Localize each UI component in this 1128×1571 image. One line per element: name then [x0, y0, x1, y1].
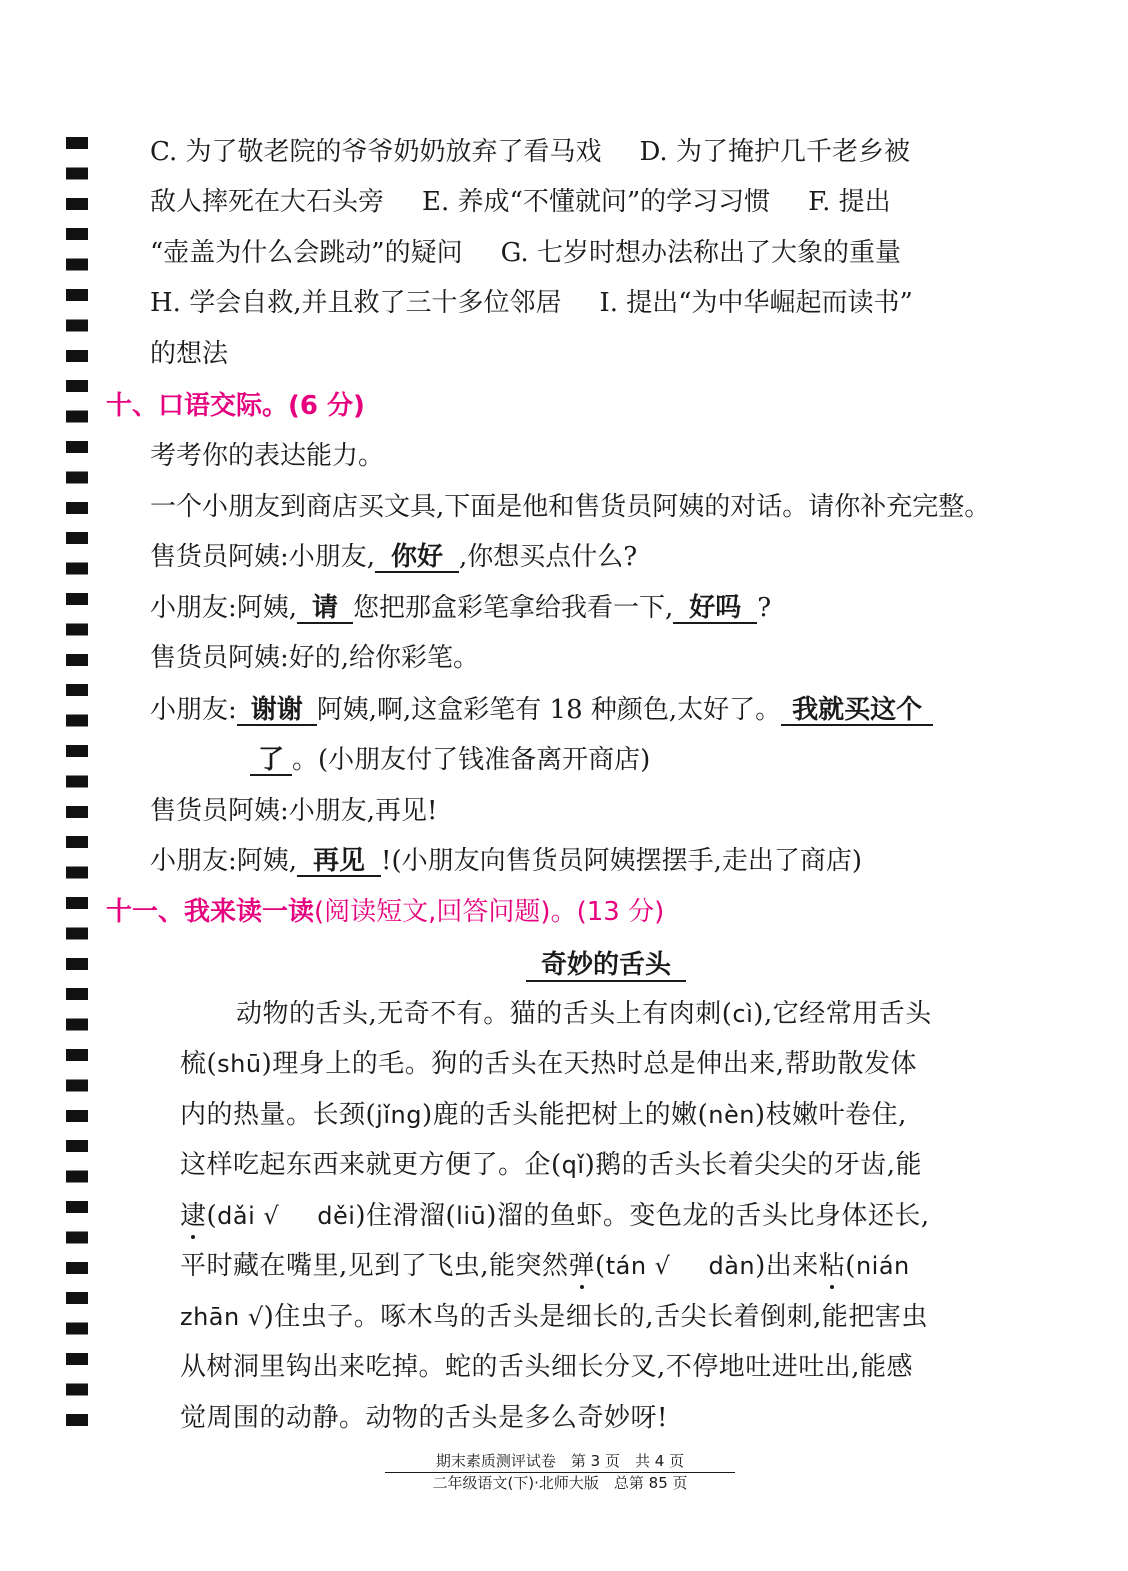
- passage-text: 这样吃起东西来就更方便了。企(: [180, 1150, 562, 1180]
- options-line-4: [150, 288, 913, 318]
- passage-title: 奇妙的舌头: [526, 950, 686, 982]
- options-line-2: [150, 187, 891, 217]
- passage-text: 内的热量。长颈(: [180, 1100, 377, 1130]
- dialogue-text: 小朋友:: [150, 695, 237, 725]
- passage-text: (: [206, 1201, 218, 1231]
- answer-blank-1[interactable]: 你好: [375, 543, 459, 573]
- dialogue-line-4-cont: [250, 745, 650, 776]
- section-11-heading: [106, 897, 664, 927]
- option-e: E. 养成“不懂就问”的学习习惯: [422, 187, 771, 217]
- section-10-instruction: 一个小朋友到商店买文具,下面是他和售货员阿姨的对话。请你补充完整。: [150, 492, 991, 522]
- dialogue-line-3: 售货员阿姨:好的,给你彩笔。: [150, 643, 480, 673]
- passage-text: )住虫子。啄木鸟的舌头是细长的,舌尖长着倒刺,能把害虫: [263, 1302, 928, 1332]
- option-d: D. 为了掩护几千老乡被: [639, 137, 910, 167]
- dialogue-line-1: [150, 542, 637, 573]
- binding-marks: [66, 137, 88, 1427]
- answer-blank-4[interactable]: 谢谢: [237, 696, 317, 726]
- option-f: F. 提出: [808, 187, 891, 217]
- pinyin: jǐng: [376, 1101, 422, 1129]
- passage-line-4: [180, 1150, 922, 1180]
- answer-blank-3[interactable]: 好吗: [673, 594, 757, 624]
- dotted-char: 弹: [568, 1251, 596, 1281]
- passage-line-5: [180, 1201, 930, 1231]
- pinyin-choice[interactable]: zhān √: [180, 1303, 264, 1331]
- dialogue-text: ?: [757, 593, 772, 623]
- footer-line-1: 期末素质测评试卷 第 3 页 共 4 页: [435, 1452, 685, 1470]
- dialogue-line-4: [150, 695, 933, 726]
- pinyin: nèn: [708, 1101, 755, 1129]
- passage-text: 动物的舌头,无奇不有。猫的舌头上有肉刺(: [236, 999, 733, 1029]
- dialogue-text: 阿姨,啊,这盒彩笔有 18 种颜色,太好了。: [316, 695, 782, 725]
- passage-text: )溜的鱼虾。变色龙的舌头比身体还长,: [486, 1201, 930, 1231]
- section-10-intro: 考考你的表达能力。: [150, 441, 385, 471]
- passage-text: (: [845, 1251, 856, 1281]
- dialogue-line-5: 售货员阿姨:小朋友,再见!: [150, 796, 438, 826]
- answer-blank-5-cont[interactable]: 了: [250, 746, 292, 776]
- dialogue-text: 。(小朋友付了钱准备离开商店): [292, 745, 651, 775]
- passage-line-2: [180, 1049, 917, 1079]
- dialogue-text: 小朋友:阿姨,: [150, 846, 298, 876]
- option-i-cont: 的想法: [150, 339, 229, 369]
- passage-text: ),它经常用舌头: [753, 999, 932, 1029]
- dialogue-text: 您把那盒彩笔拿给我看一下,: [353, 593, 674, 623]
- option-i: I. 提出“为中华崛起而读书”: [599, 288, 913, 318]
- pinyin: liū: [456, 1202, 487, 1230]
- dialogue-line-2: [150, 593, 771, 624]
- dialogue-line-6: [150, 846, 862, 877]
- option-d-cont: 敌人摔死在大石头旁: [150, 187, 385, 217]
- passage-text: )出来: [755, 1251, 819, 1281]
- options-line-5: [150, 339, 228, 369]
- options-line-1: [150, 137, 910, 167]
- passage-text: (: [595, 1251, 606, 1281]
- passage-text: )枝嫩叶卷住,: [754, 1100, 907, 1130]
- option-f-cont: “壶盖为什么会跳动”的疑问: [150, 238, 463, 268]
- option-h: H. 学会自救,并且救了三十多位邻居: [150, 288, 562, 318]
- passage-line-8: 从树洞里钩出来吃掉。蛇的舌头细长分叉,不停地吐进吐出,能感: [180, 1352, 914, 1382]
- passage-text: 平时藏在嘴里,见到了飞虫,能突然: [180, 1251, 569, 1281]
- answer-blank-2[interactable]: 请: [297, 594, 353, 624]
- section-11-heading-main: 十一、我来读一读: [106, 897, 315, 927]
- passage-text: )鹅的舌头长着尖尖的牙齿,能: [584, 1150, 922, 1180]
- dialogue-text: !(小朋友向售货员阿姨摆摆手,走出了商店): [381, 846, 863, 876]
- passage-text: )鹿的舌头能把树上的嫩(: [421, 1100, 709, 1130]
- passage-line-6: [180, 1251, 910, 1281]
- pinyin-choice[interactable]: děi: [317, 1202, 356, 1230]
- pinyin-choice[interactable]: tán √: [605, 1252, 671, 1280]
- option-c: C. 为了敬老院的爷爷奶奶放弃了看马戏: [150, 137, 602, 167]
- pinyin: cì: [732, 1000, 754, 1028]
- pinyin-choice[interactable]: nián: [855, 1252, 910, 1280]
- pinyin: qǐ: [561, 1151, 585, 1179]
- passage-line-1: [236, 999, 932, 1029]
- dialogue-text: 小朋友:阿姨,: [150, 593, 298, 623]
- pinyin-choice[interactable]: dǎi √: [217, 1202, 280, 1230]
- passage-line-3: [180, 1100, 907, 1130]
- dialogue-text: 售货员阿姨:小朋友,: [150, 542, 376, 572]
- passage-text: 梳(: [180, 1049, 218, 1079]
- dotted-char: 粘: [818, 1251, 846, 1281]
- answer-blank-5[interactable]: 我就买这个: [781, 696, 933, 726]
- footer-line-2: 二年级语文(下)·北师大版 总第 85 页: [432, 1474, 688, 1492]
- options-line-3: [150, 238, 901, 268]
- section-10-heading: 十、口语交际。(6 分): [106, 391, 365, 421]
- dialogue-text: ,你想买点什么?: [459, 542, 638, 572]
- option-g: G. 七岁时想办法称出了大象的重量: [500, 238, 901, 268]
- dotted-char: 逮: [180, 1201, 207, 1231]
- passage-line-9: 觉周围的动静。动物的舌头是多么奇妙呀!: [180, 1403, 668, 1433]
- section-11-heading-paren: (阅读短文,回答问题): [314, 897, 551, 927]
- pinyin: shū: [217, 1050, 262, 1078]
- answer-blank-6[interactable]: 再见: [297, 847, 381, 877]
- passage-text: )住滑溜(: [355, 1201, 457, 1231]
- passage-text: )理身上的毛。狗的舌头在天热时总是伸出来,帮助散发体: [261, 1049, 918, 1079]
- section-11-heading-score: 。(13 分): [550, 897, 665, 927]
- pinyin-choice[interactable]: dàn: [708, 1252, 756, 1280]
- footer-divider: [385, 1472, 735, 1473]
- passage-line-7: [180, 1302, 928, 1332]
